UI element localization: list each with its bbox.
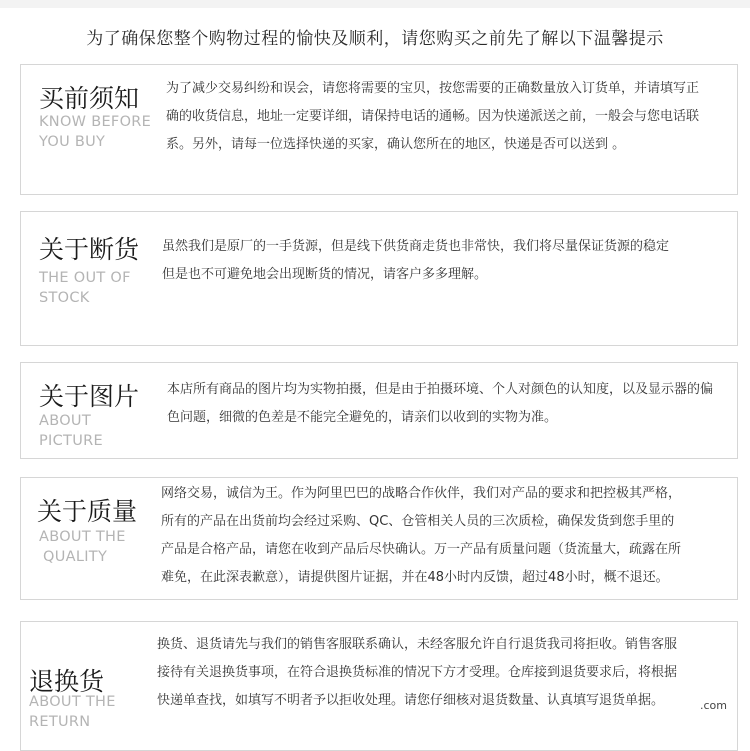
- section-body-line: 产品是合格产品，请您在收到产品后尽快确认。万一产品有质量问题（货流量大，疏露在所: [161, 542, 682, 557]
- section-title-en: [39, 268, 131, 308]
- section-body: [161, 480, 681, 592]
- section-about-picture: [20, 362, 738, 459]
- section-body: [166, 75, 699, 159]
- section-body-line: 为了减少交易纠纷和误会，请您将需要的宝贝，按您需要的正确数量放入订货单，并请填写正: [166, 81, 700, 96]
- section-title-en: [39, 112, 151, 152]
- section-title-en-line: YOU BUY: [39, 134, 106, 150]
- section-title-en: [39, 411, 103, 451]
- section-title-en: [29, 692, 116, 732]
- section-body: [167, 376, 713, 432]
- watermark: .com: [700, 699, 727, 712]
- section-title-cn: 关于质量: [37, 497, 138, 526]
- section-title-cn: 买前须知: [39, 84, 140, 113]
- section-body-line: 色问题，细微的色差是不能完全避免的，请亲们以收到的实物为准。: [167, 410, 558, 425]
- section-title-cn: 关于图片: [39, 382, 140, 411]
- page-header: 为了确保您整个购物过程的愉快及顺利，请您购买之前先了解以下温馨提示: [86, 29, 664, 49]
- section-body-line: 快递单查找，如填写不明者予以拒收处理。请您仔细核对退货数量、认真填写退货单据。: [157, 693, 665, 708]
- section-title-en-line: STOCK: [39, 290, 90, 306]
- section-title-en-line: QUALITY: [43, 549, 108, 565]
- section-body: [162, 233, 669, 289]
- section-title-en-line: ABOUT: [39, 413, 91, 429]
- section-body-line: 本店所有商品的图片均为实物拍摄，但是由于拍摄环境、个人对颜色的认知度，以及显示器的偏: [167, 382, 714, 397]
- section-title-cn: 关于断货: [39, 235, 140, 264]
- top-strip: [0, 0, 750, 8]
- section-title-en-line: ABOUT THE: [29, 694, 116, 710]
- section-title-en-line: THE OUT OF: [39, 270, 131, 286]
- section-title-en-line: RETURN: [29, 714, 91, 730]
- section-body-line: 虽然我们是原厂的一手货源，但是线下供货商走货也非常快，我们将尽量保证货源的稳定: [162, 239, 670, 254]
- section-body-line: 难免，在此深表歉意），请提供图片证据，并在48小时内反馈，超过48小时，概不退还。: [161, 570, 669, 585]
- section-body-line: 确的收货信息，地址一定要详细，请保持电话的通畅。因为快递派送之前，一般会与您电话联: [166, 109, 700, 124]
- section-body: [157, 631, 677, 715]
- section-body-line: 系。另外，请每一位选择快递的买家，确认您所在的地区，快递是否可以送到 。: [166, 137, 626, 152]
- section-title-en-line: KNOW BEFORE: [39, 114, 152, 130]
- section-title-en-line: PICTURE: [39, 433, 103, 449]
- section-body-line: 换货、退货请先与我们的销售客服联系确认，未经客服允许自行退货我司将拒收。销售客服: [157, 637, 678, 652]
- section-title-en-line: ABOUT THE: [39, 529, 126, 545]
- section-title-cn: 退换货: [29, 667, 105, 696]
- section-know-before-you-buy: [20, 64, 738, 195]
- section-body-line: 但是也不可避免地会出现断货的情况，请客户多多理解。: [162, 267, 488, 282]
- section-return: [20, 621, 738, 751]
- section-body-line: 网络交易，诚信为王。作为阿里巴巴的战略合作伙伴，我们对产品的要求和把控极其严格，: [161, 486, 682, 501]
- section-about-quality: [20, 477, 738, 600]
- section-out-of-stock: [20, 211, 738, 346]
- section-body-line: 所有的产品在出货前均会经过采购、QC、仓管相关人员的三次质检，确保发货到您手里的: [161, 514, 675, 529]
- section-title-en: [39, 527, 126, 567]
- section-body-line: 接待有关退换货事项，在符合退换货标准的情况下方才受理。仓库接到退货要求后，将根据: [157, 665, 678, 680]
